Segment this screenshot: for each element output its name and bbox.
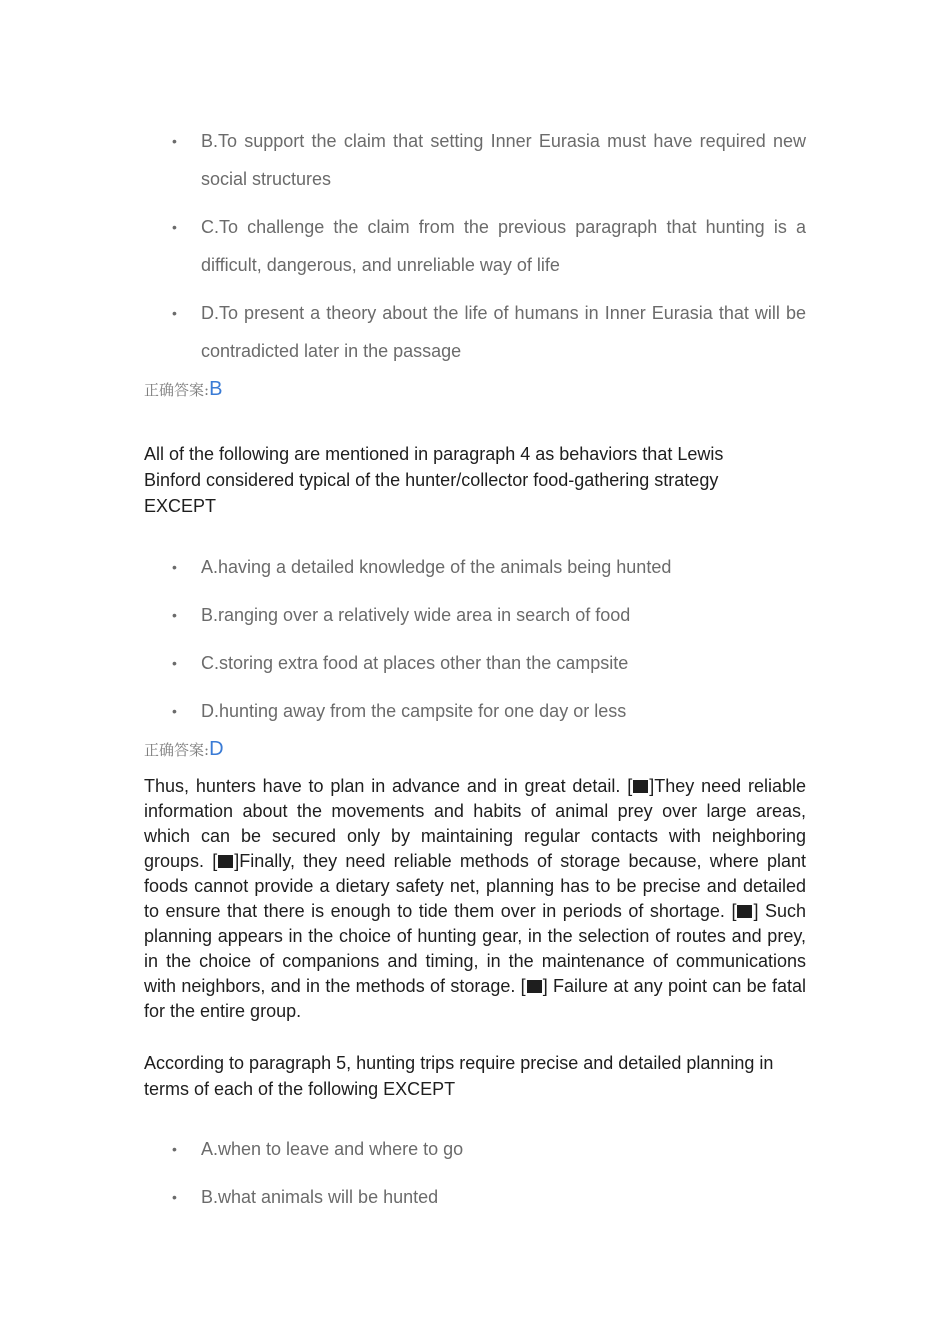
previous-question-options: [0, 122, 950, 370]
option-b[interactable]: • B.ranging over a relatively wide area in search of food: [0, 596, 806, 634]
previous-correct-answer: [144, 377, 222, 402]
question-paragraph-5: According to paragraph 5, hunting trips require precise and detailed planning in terms of each of the following EXCEPT: [144, 1053, 774, 1099]
answer-letter: D: [209, 738, 224, 760]
answer-letter: B: [209, 378, 223, 400]
insertion-square-3[interactable]: [737, 905, 752, 918]
insertion-square-2[interactable]: [218, 855, 233, 868]
option-d[interactable]: • D.hunting away from the campsite for one day or less: [0, 692, 806, 730]
option-d[interactable]: • D.To present a theory about the life of humans in Inner Eurasia that will be contradicted later in the passage: [0, 294, 806, 370]
option-b[interactable]: • B.To support the claim that setting Inner Eurasia must have required new social structures: [0, 122, 806, 198]
option-c[interactable]: • C.storing extra food at places other than the campsite: [0, 644, 806, 682]
answer-label: 正确答案:: [144, 741, 210, 759]
paragraph-4-options: [0, 548, 950, 730]
answer-label: 正确答案:: [144, 381, 210, 399]
option-b[interactable]: • B.what animals will be hunted: [0, 1178, 806, 1216]
insertion-square-4[interactable]: [527, 980, 542, 993]
passage-paragraph-5: Thus, hunters have to plan in advance and in great detail. [ ]They need reliable information about the movements and habits of animal prey over large areas, which can be secured only by maintaining regular contacts with neighboring groups. [ ]Finally, they need reliable methods of storage because, where plant foods cannot provide a dietary safety net, planning has to be precise and detailed to ensure that there is enough to tide them over in periods of shortage. [ ] Such planning appears in the choice of hunting gear, in the selection of routes and prey, in the choice of companions and timing, in the maintenance of communications with neighbors, and in the methods of storage. [ ] Failure at any point can be fatal for the entire group.: [144, 776, 807, 1021]
option-a[interactable]: • A.when to leave and where to go: [0, 1130, 806, 1168]
question-paragraph-4: All of the following are mentioned in paragraph 4 as behaviors that Lewis Binford considered typical of the hunter/collector food-gathering strategy EXCEPT: [144, 444, 724, 516]
option-c[interactable]: • C.To challenge the claim from the previous paragraph that hunting is a difficult, dangerous, and unreliable way of life: [0, 208, 806, 284]
paragraph-4-correct-answer: [144, 737, 224, 762]
option-a[interactable]: • A.having a detailed knowledge of the animals being hunted: [0, 548, 806, 586]
insertion-square-1[interactable]: [633, 780, 648, 793]
paragraph-5-options: [0, 1130, 950, 1216]
